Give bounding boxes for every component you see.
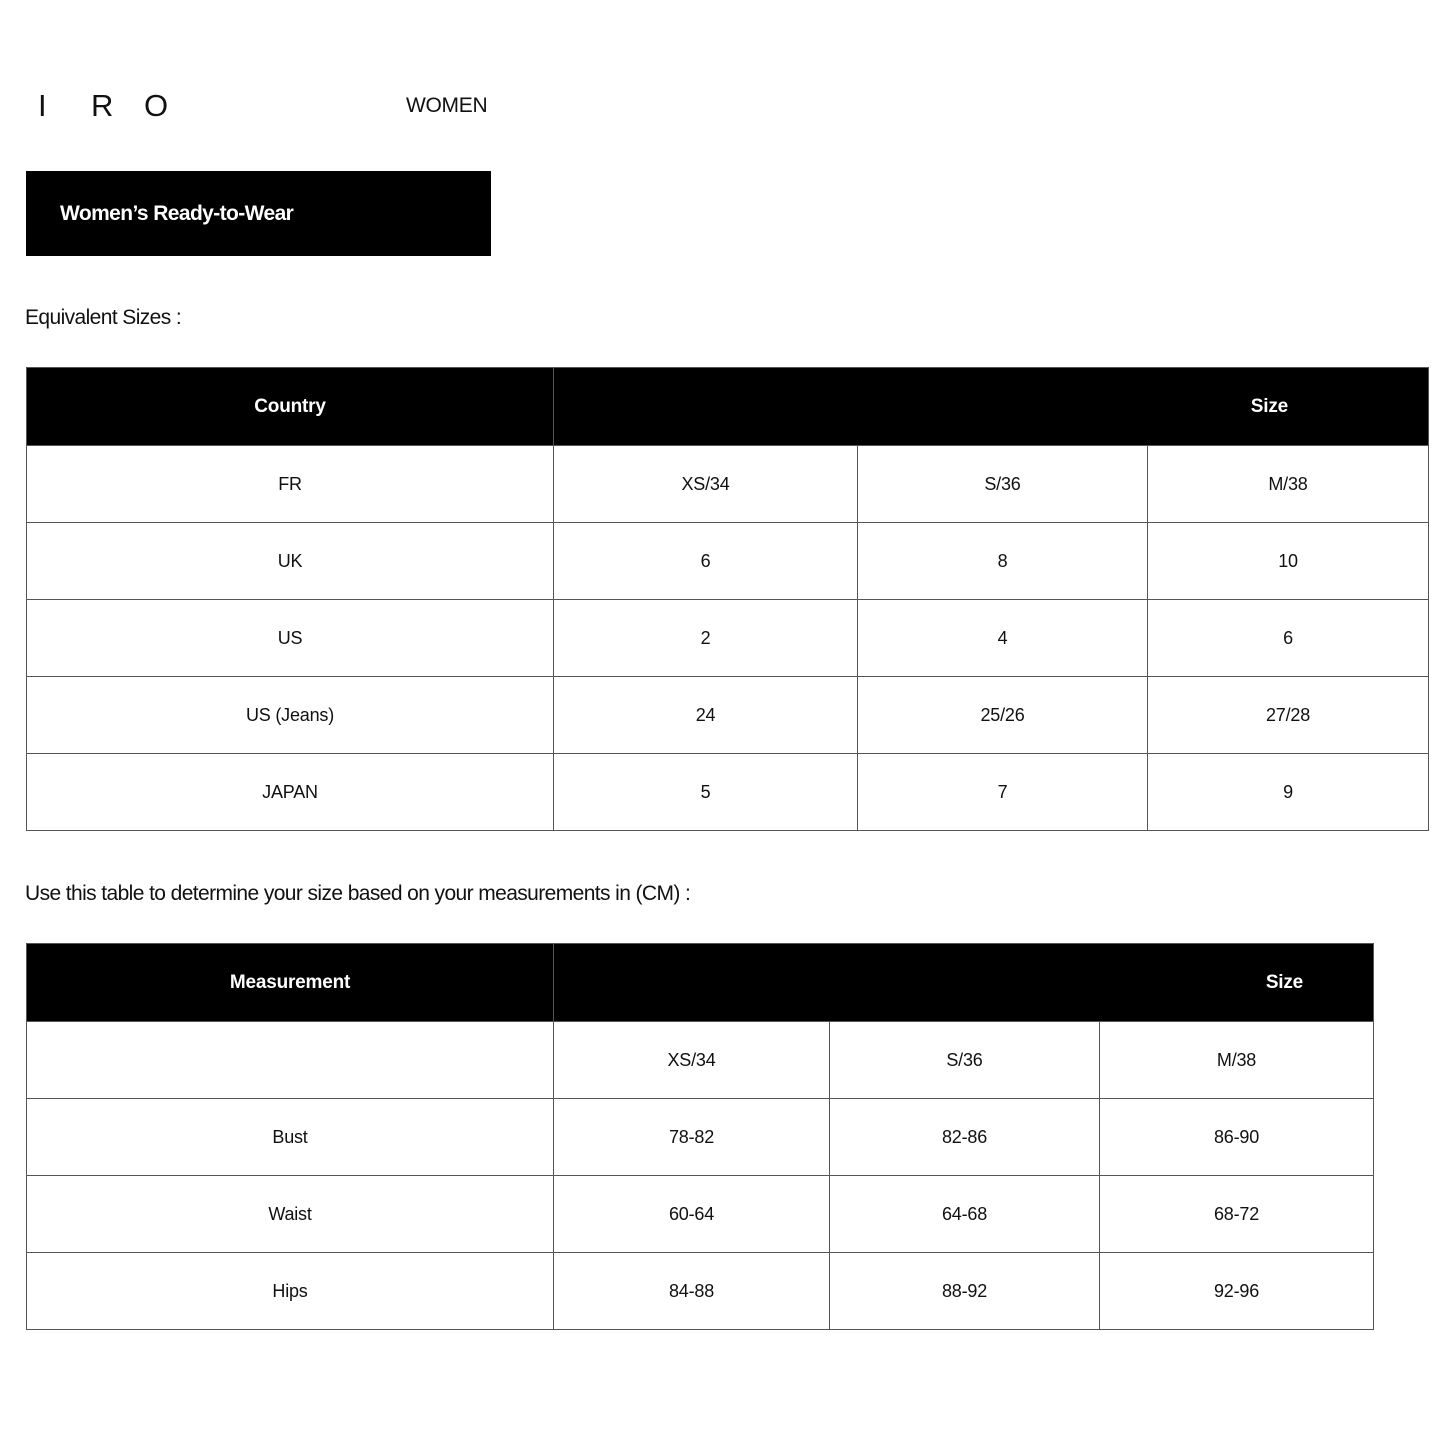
table-row bbox=[27, 1022, 1374, 1099]
country-header: Country bbox=[27, 368, 554, 446]
table-cell: 2 bbox=[554, 600, 858, 677]
equivalent-sizes-caption: Equivalent Sizes : bbox=[25, 306, 182, 329]
row-label: Waist bbox=[27, 1176, 554, 1253]
measurements-table bbox=[26, 943, 1374, 1330]
table-cell: 88-92 bbox=[830, 1253, 1100, 1330]
table-cell: S/36 bbox=[858, 446, 1148, 523]
table-cell: 10 bbox=[1148, 523, 1429, 600]
table-cell: 5 bbox=[554, 754, 858, 831]
logo-letter: I bbox=[38, 88, 47, 123]
page-title: Women’s Ready-to-Wear bbox=[60, 201, 294, 225]
table-row bbox=[27, 600, 1429, 677]
table-cell: S/36 bbox=[830, 1022, 1100, 1099]
logo-letter: R bbox=[91, 88, 114, 123]
table-row bbox=[27, 1099, 1374, 1176]
measurements-caption: Use this table to determine your size based on your measurements in (CM) : bbox=[25, 882, 691, 905]
table-cell: 82-86 bbox=[830, 1099, 1100, 1176]
table-cell: 6 bbox=[1148, 600, 1429, 677]
row-label: FR bbox=[27, 446, 554, 523]
row-label: JAPAN bbox=[27, 754, 554, 831]
table-cell: 25/26 bbox=[858, 677, 1148, 754]
row-label: US bbox=[27, 600, 554, 677]
logo-letter: O bbox=[144, 88, 169, 123]
table-cell: 6 bbox=[554, 523, 858, 600]
equivalent-sizes-table bbox=[26, 367, 1429, 831]
table-header-row bbox=[27, 944, 1374, 1022]
table-cell: M/38 bbox=[1148, 446, 1429, 523]
table-cell: 86-90 bbox=[1100, 1099, 1374, 1176]
row-label: US (Jeans) bbox=[27, 677, 554, 754]
table-cell: 8 bbox=[858, 523, 1148, 600]
row-label: Hips bbox=[27, 1253, 554, 1330]
table-cell: 68-72 bbox=[1100, 1176, 1374, 1253]
table-cell: 7 bbox=[858, 754, 1148, 831]
table-cell: 78-82 bbox=[554, 1099, 830, 1176]
table-row bbox=[27, 754, 1429, 831]
table-cell: M/38 bbox=[1100, 1022, 1374, 1099]
section-label[interactable]: WOMEN bbox=[406, 94, 488, 117]
measurement-header: Measurement bbox=[27, 944, 554, 1022]
table-cell: 27/28 bbox=[1148, 677, 1429, 754]
table-cell: XS/34 bbox=[554, 1022, 830, 1099]
table-cell: 92-96 bbox=[1100, 1253, 1374, 1330]
table-cell: 4 bbox=[858, 600, 1148, 677]
table-cell: 60-64 bbox=[554, 1176, 830, 1253]
table-row bbox=[27, 677, 1429, 754]
brand-logo[interactable] bbox=[38, 88, 197, 124]
table-row bbox=[27, 523, 1429, 600]
table-header-row bbox=[27, 368, 1429, 446]
table-cell: 64-68 bbox=[830, 1176, 1100, 1253]
size-header: Size bbox=[554, 944, 1374, 1022]
table-row bbox=[27, 1253, 1374, 1330]
table-row bbox=[27, 446, 1429, 523]
row-label: Bust bbox=[27, 1099, 554, 1176]
table-cell: 24 bbox=[554, 677, 858, 754]
table-cell: XS/34 bbox=[554, 446, 858, 523]
table-cell: 84-88 bbox=[554, 1253, 830, 1330]
row-label bbox=[27, 1022, 554, 1099]
page-title-banner bbox=[26, 171, 491, 256]
table-row bbox=[27, 1176, 1374, 1253]
size-header: Size bbox=[554, 368, 1429, 446]
row-label: UK bbox=[27, 523, 554, 600]
table-cell: 9 bbox=[1148, 754, 1429, 831]
